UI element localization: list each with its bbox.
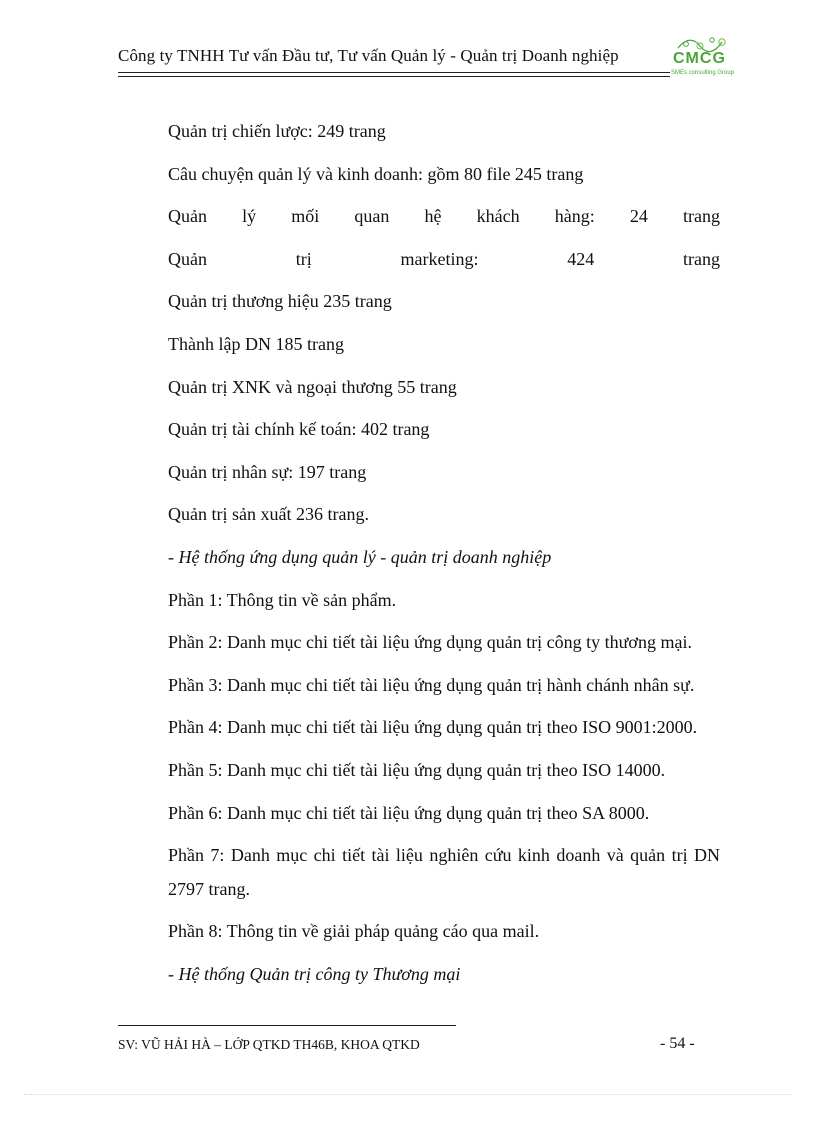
logo-wordmark: CMCG xyxy=(673,50,726,67)
logo-subtitle: SMEs consulting Group xyxy=(671,70,735,76)
text-line-part-8: Phần 8: Thông tin về giải pháp quảng cáo qua mail. xyxy=(168,921,540,942)
text-line-finance: Quản trị tài chính kế toán: 402 trang xyxy=(168,419,430,440)
word: Quản xyxy=(168,248,207,269)
word: khách xyxy=(476,206,520,227)
text-line-hr: Quản trị nhân sự: 197 trang xyxy=(168,461,367,482)
text-line-part-2: Phần 2: Danh mục chi tiết tài liệu ứng dụng quản trị công ty thương mại. xyxy=(168,632,692,653)
word: quan xyxy=(354,206,390,227)
text-line-part-6: Phần 6: Danh mục chi tiết tài liệu ứng dụng quản trị theo SA 8000. xyxy=(168,802,650,823)
text-line-part-1: Phần 1: Thông tin về sản phẩm. xyxy=(168,589,397,610)
text-line-import-export: Quản trị XNK và ngoại thương 55 trang xyxy=(168,376,457,397)
footer-divider xyxy=(118,1025,456,1026)
page-number: - 54 - xyxy=(660,1035,695,1052)
text-line-production: Quản trị sản xuất 236 trang. xyxy=(168,504,369,525)
header-divider xyxy=(118,72,670,77)
text-line-crm xyxy=(168,195,720,238)
text-line-marketing xyxy=(168,238,720,281)
footer-author: SV: VŨ HẢI HÀ – LỚP QTKD TH46B, KHOA QTKD xyxy=(118,1037,420,1052)
text-line-part-5: Phần 5: Danh mục chi tiết tài liệu ứng dụng quản trị theo ISO 14000. xyxy=(168,759,666,780)
word: Quản xyxy=(168,206,207,227)
section-heading-trading: - Hệ thống Quản trị công ty Thương mại xyxy=(168,963,461,984)
text-line-establish: Thành lập DN 185 trang xyxy=(168,333,344,354)
word: hàng: xyxy=(554,206,595,227)
word: hệ xyxy=(424,206,442,227)
word: 424 xyxy=(567,248,595,269)
document-body xyxy=(168,110,720,995)
text-line-part-4: Phần 4: Danh mục chi tiết tài liệu ứng dụng quản trị theo ISO 9001:2000. xyxy=(168,717,698,738)
page-bottom-border xyxy=(24,1094,792,1095)
text-line-part-3: Phần 3: Danh mục chi tiết tài liệu ứng dụng quản trị hành chánh nhân sự. xyxy=(168,674,695,695)
word: lý xyxy=(242,206,257,227)
text-line-stories: Câu chuyện quản lý và kinh doanh: gồm 80 file 245 trang xyxy=(168,163,584,184)
word: trang xyxy=(682,248,720,269)
word: trị xyxy=(295,248,312,269)
section-heading-system: - Hệ thống ứng dụng quản lý - quản trị doanh nghiệp xyxy=(168,546,552,567)
word: marketing: xyxy=(400,248,479,269)
text-line-part-7: Phần 7: Danh mục chi tiết tài liệu nghiên cứu kinh doanh và quản trị DN 2797 trang. xyxy=(168,845,720,900)
page-header-title: Công ty TNHH Tư vấn Đầu tư, Tư vấn Quản lý - Quản trị Doanh nghiệp xyxy=(118,46,619,65)
word: 24 xyxy=(629,206,648,227)
word: trang xyxy=(683,206,720,227)
word: mối xyxy=(291,206,320,227)
text-line-brand: Quản trị thương hiệu 235 trang xyxy=(168,291,392,312)
text-line-strategy: Quản trị chiến lược: 249 trang xyxy=(168,121,386,141)
